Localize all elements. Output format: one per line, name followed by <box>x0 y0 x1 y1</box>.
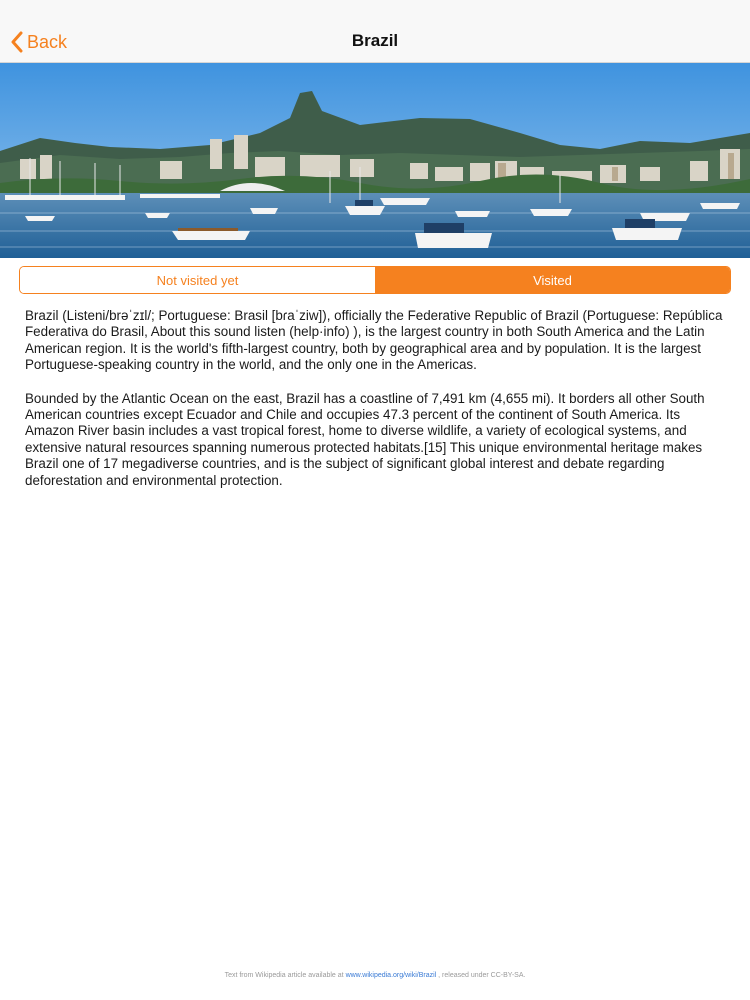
attribution-suffix: , released under CC-BY-SA. <box>436 972 526 979</box>
article-paragraph: Brazil (Listeni/brəˈzɪl/; Portuguese: Brasil [bɾaˈziw]), officially the Federative Republic of Brazil (Portuguese: República Federativa do Brasil, About this sound listen (help·info) ), is the largest country in both South America and the Latin American region. It is the world's fifth-largest country, both by geographical area and by population. It is the largest Portuguese-speaking country in the world, and the only one in the Americas. <box>25 308 723 373</box>
not-visited-segment[interactable]: Not visited yet <box>20 267 375 293</box>
attribution-prefix: Text from Wikipedia article available at <box>224 972 346 979</box>
article-text <box>25 308 725 506</box>
country-photo <box>0 63 750 258</box>
visited-segment[interactable]: Visited <box>375 267 730 293</box>
attribution-footer <box>0 972 750 979</box>
wikipedia-link[interactable]: www.wikipedia.org/wiki/Brazil <box>345 972 437 979</box>
article-paragraph: Bounded by the Atlantic Ocean on the east, Brazil has a coastline of 7,491 km (4,655 mi). It borders all other South American countries except Ecuador and Chile and occupies 47.3 percent of the continent of South America. Its Amazon River basin includes a vast tropical forest, home to diverse wildlife, a variety of ecological systems, and extensive natural resources spanning numerous protected habitats.[15] This unique environmental heritage makes Brazil one of 17 megadiverse countries, and is the subject of significant global interest and debate regarding deforestation and environmental protection. <box>25 390 705 488</box>
back-button-label: Back <box>27 31 68 52</box>
visit-status-toggle <box>19 266 731 294</box>
page-title: Brazil <box>351 31 399 50</box>
navigation-bar <box>0 0 750 63</box>
